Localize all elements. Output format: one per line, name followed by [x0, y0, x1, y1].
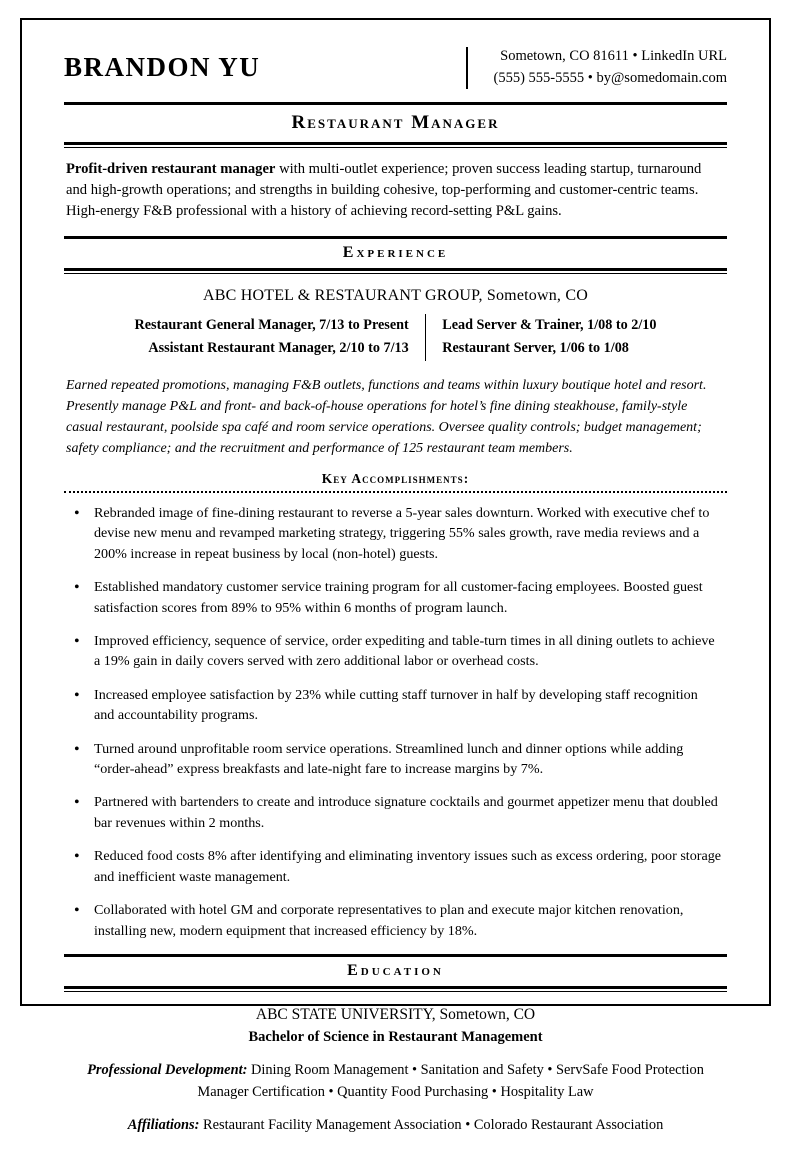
- resume-header: [64, 46, 727, 100]
- list-item: • Established mandatory customer service training program for all customer-facing employees. Boosted guest satisfaction scores from 89% to 95% within 6 months of program launch.: [68, 577, 721, 618]
- section-heading-education: Education: [347, 961, 444, 979]
- list-item: • Partnered with bartenders to create and introduce signature cocktails and gourmet appetizer menu that doubled bar revenues within 2 months.: [68, 792, 721, 833]
- list-item: • Turned around unprofitable room service operations. Streamlined lunch and dinner options while adding “order-ahead” express breakfasts and late-night fare to increase margins by 7%.: [68, 739, 721, 780]
- header-vertical-divider: [466, 47, 468, 89]
- role-item: Restaurant General Manager, 7/13 to Present: [134, 316, 409, 333]
- summary-paragraph: [64, 148, 727, 234]
- roles-column-right: [426, 314, 656, 361]
- role-item: Assistant Restaurant Manager, 2/10 to 7/13: [148, 340, 409, 357]
- summary-rest: with multi-outlet experience; proven success leading startup, turnaround and high-growth operations; and strengths in building cohesive, top-performing and customer-centric teams. High-energy F&B professional with a history of achieving record-setting P&L gains.: [66, 160, 702, 219]
- education-rule-mid: [64, 986, 727, 989]
- experience-blurb: Earned repeated promotions, managing F&B outlets, functions and teams within luxury boutique hotel and resort. Presently manage P&L and front- and back-of-house operations for hotel’s fine dining steakhouse, family-style casual restaurant, poolside spa café and room service operations. Oversee quality controls; budget management; safety compliance; and the recruitment and performance of 125 restaurant team members.: [66, 377, 707, 456]
- professional-development: [64, 1060, 727, 1115]
- accomplishments-dotted-rule: [64, 491, 727, 493]
- title-rule-thick: [64, 142, 727, 145]
- list-item: • Improved efficiency, sequence of service, order expediting and table-turn times in all dining outlets to achieve a 19% gain in daily covers served with zero additional labor or overhead costs.: [68, 631, 721, 672]
- education-degree: Bachelor of Science in Restaurant Management: [248, 1028, 543, 1045]
- roles-grid: [64, 314, 727, 369]
- accomplishments-list: [64, 503, 727, 941]
- accomplishments-heading: Key Accomplishments:: [321, 470, 470, 486]
- list-item: • Reduced food costs 8% after identifying and eliminating inventory issues such as excess ordering, poor storage and inefficient waste management.: [68, 846, 721, 887]
- list-item: • Increased employee satisfaction by 23% while cutting staff turnover in half by developing staff recognition and accountability programs.: [68, 685, 721, 726]
- role-item: Restaurant Server, 1/06 to 1/08: [442, 340, 629, 357]
- role-item: Lead Server & Trainer, 1/08 to 2/10: [442, 316, 657, 333]
- contact-block: [466, 46, 727, 90]
- professional-development-label: Professional Development:: [87, 1061, 248, 1078]
- employer-name: ABC HOTEL & RESTAURANT GROUP, Sometown, CO: [203, 286, 588, 304]
- list-item: • Rebranded image of fine-dining restaurant to reverse a 5-year sales downturn. Worked with executive chef to devise new menu and revamped marketing strategy, triggering 55% sales growth, rave media reviews and a 200% increase in repeat business by local (non-hotel) guests.: [68, 503, 721, 564]
- list-item: • Collaborated with hotel GM and corporate representatives to plan and execute major kitchen renovation, installing new, modern equipment that increased efficiency by 18%.: [68, 900, 721, 941]
- affiliations: [64, 1115, 727, 1149]
- education-school: ABC STATE UNIVERSITY, Sometown, CO: [255, 1005, 536, 1023]
- section-heading-experience: Experience: [342, 243, 449, 261]
- affiliations-text: Restaurant Facility Management Association • Colorado Restaurant Association: [199, 1117, 664, 1134]
- candidate-name: BRANDON YU: [64, 52, 261, 83]
- experience-rule-mid: [64, 268, 727, 271]
- job-title: Restaurant Manager: [291, 111, 500, 133]
- affiliations-label: Affiliations:: [127, 1117, 200, 1134]
- contact-phone-email: (555) 555-5555 • by@somedomain.com: [493, 69, 727, 86]
- professional-development-text: Dining Room Management • Sanitation and Safety • ServSafe Food Protection Manager Certification • Quantity Food Purchasing • Hospitality Law: [197, 1061, 704, 1100]
- resume-sheet: [20, 18, 771, 1134]
- contact-location-linkedin: Sometown, CO 81611 • LinkedIn URL: [500, 48, 727, 64]
- roles-column-left: [135, 314, 425, 361]
- summary-lead: Profit-driven restaurant manager: [66, 160, 276, 177]
- contact-details: [494, 46, 727, 90]
